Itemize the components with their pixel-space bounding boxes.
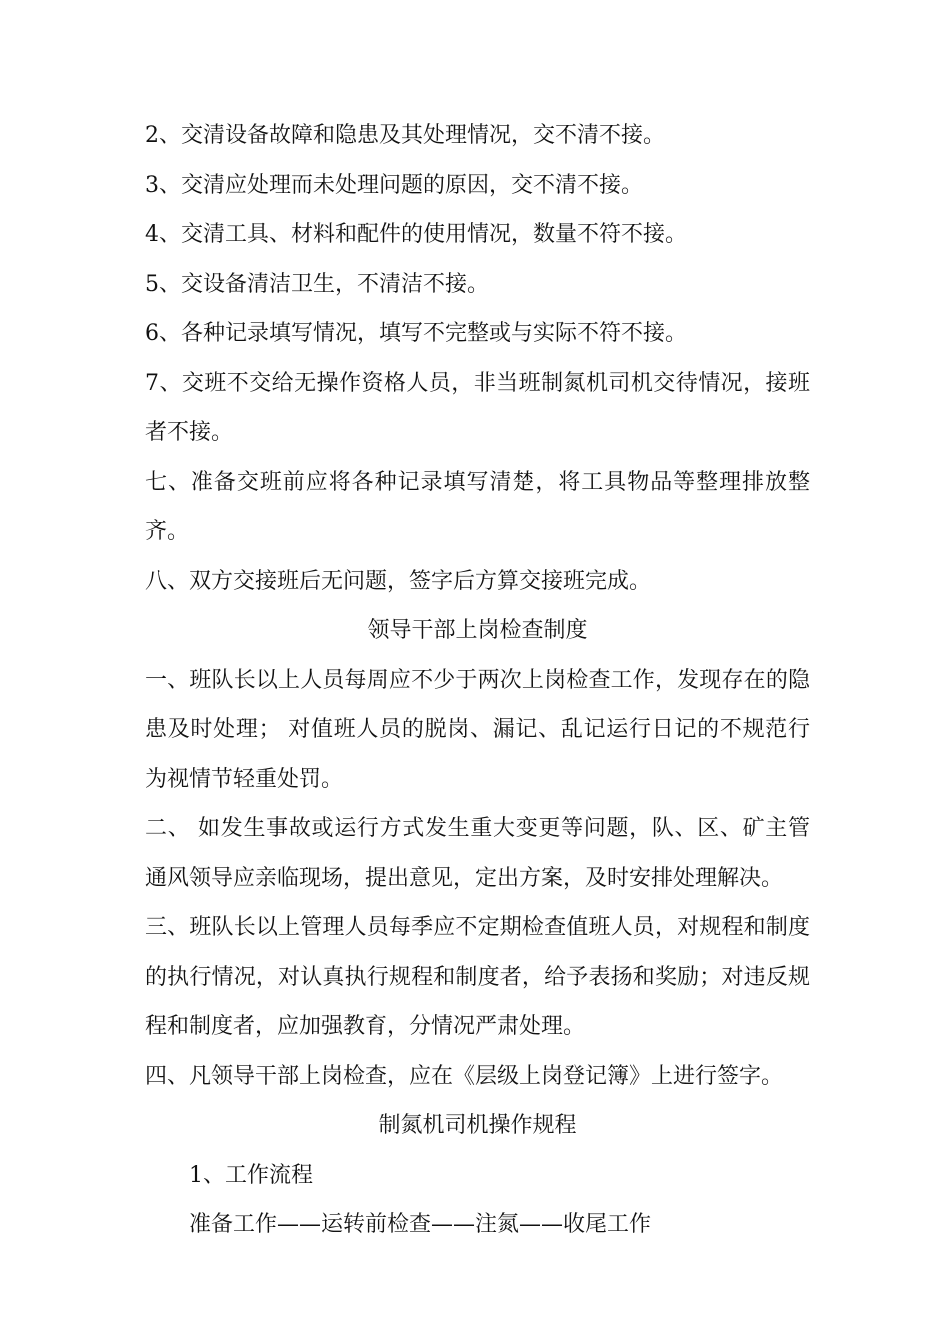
section-heading-operator-rules: 制氮机司机操作规程 [378,1113,577,1138]
list-item-3: 3、交清应处理而未处理问题的原因，交不清不接。 [145,172,643,198]
list-item-6: 6、各种记录填写情况，填写不完整或与实际不符不接。 [145,321,687,346]
section-item-three: 三、班队长以上管理人员每季应不定期检查值班人员，对规程和制度的执行情况，对认真执行规程和制度者，给予表扬和奖励；对违反规程和制度者，应加强教育，分情况严肃处理。 [145,915,810,1039]
subsection-workflow-title: 1、工作流程 [189,1162,313,1188]
list-item-2: 2、交清设备故障和隐患及其处理情况，交不清不接。 [145,123,665,148]
section-item-two: 二、 如发生事故或运行方式发生重大变更等问题，队、区、矿主管通风领导应亲临现场，提出意见，定出方案，及时安排处理解决。 [145,816,810,891]
list-item-5: 5、交设备清洁卫生，不清洁不接。 [145,271,489,297]
section-item-seven: 七、准备交班前应将各种记录填写清楚，将工具物品等整理排放整齐。 [145,469,810,544]
workflow-steps: 准备工作——运转前检查——注氮——收尾工作 [189,1212,652,1237]
list-item-7: 7、交班不交给无操作资格人员，非当班制氮机司机交待情况，接班者不接。 [145,370,810,445]
section-heading-leader-inspection: 领导干部上岗检查制度 [367,618,588,643]
section-item-four: 四、凡领导干部上岗检查，应在《层级上岗登记簿》上进行签字。 [145,1063,784,1089]
list-item-4: 4、交清工具、材料和配件的使用情况，数量不符不接。 [145,222,687,247]
section-item-eight: 八、双方交接班后无问题，签字后方算交接班完成。 [145,568,652,594]
section-item-one: 一、班队长以上人员每周应不少于两次上岗检查工作，发现存在的隐患及时处理； 对值班人员的脱岗、漏记、乱记运行日记的不规范行为视情节轻重处罚。 [145,667,810,792]
document-body [145,111,810,1250]
